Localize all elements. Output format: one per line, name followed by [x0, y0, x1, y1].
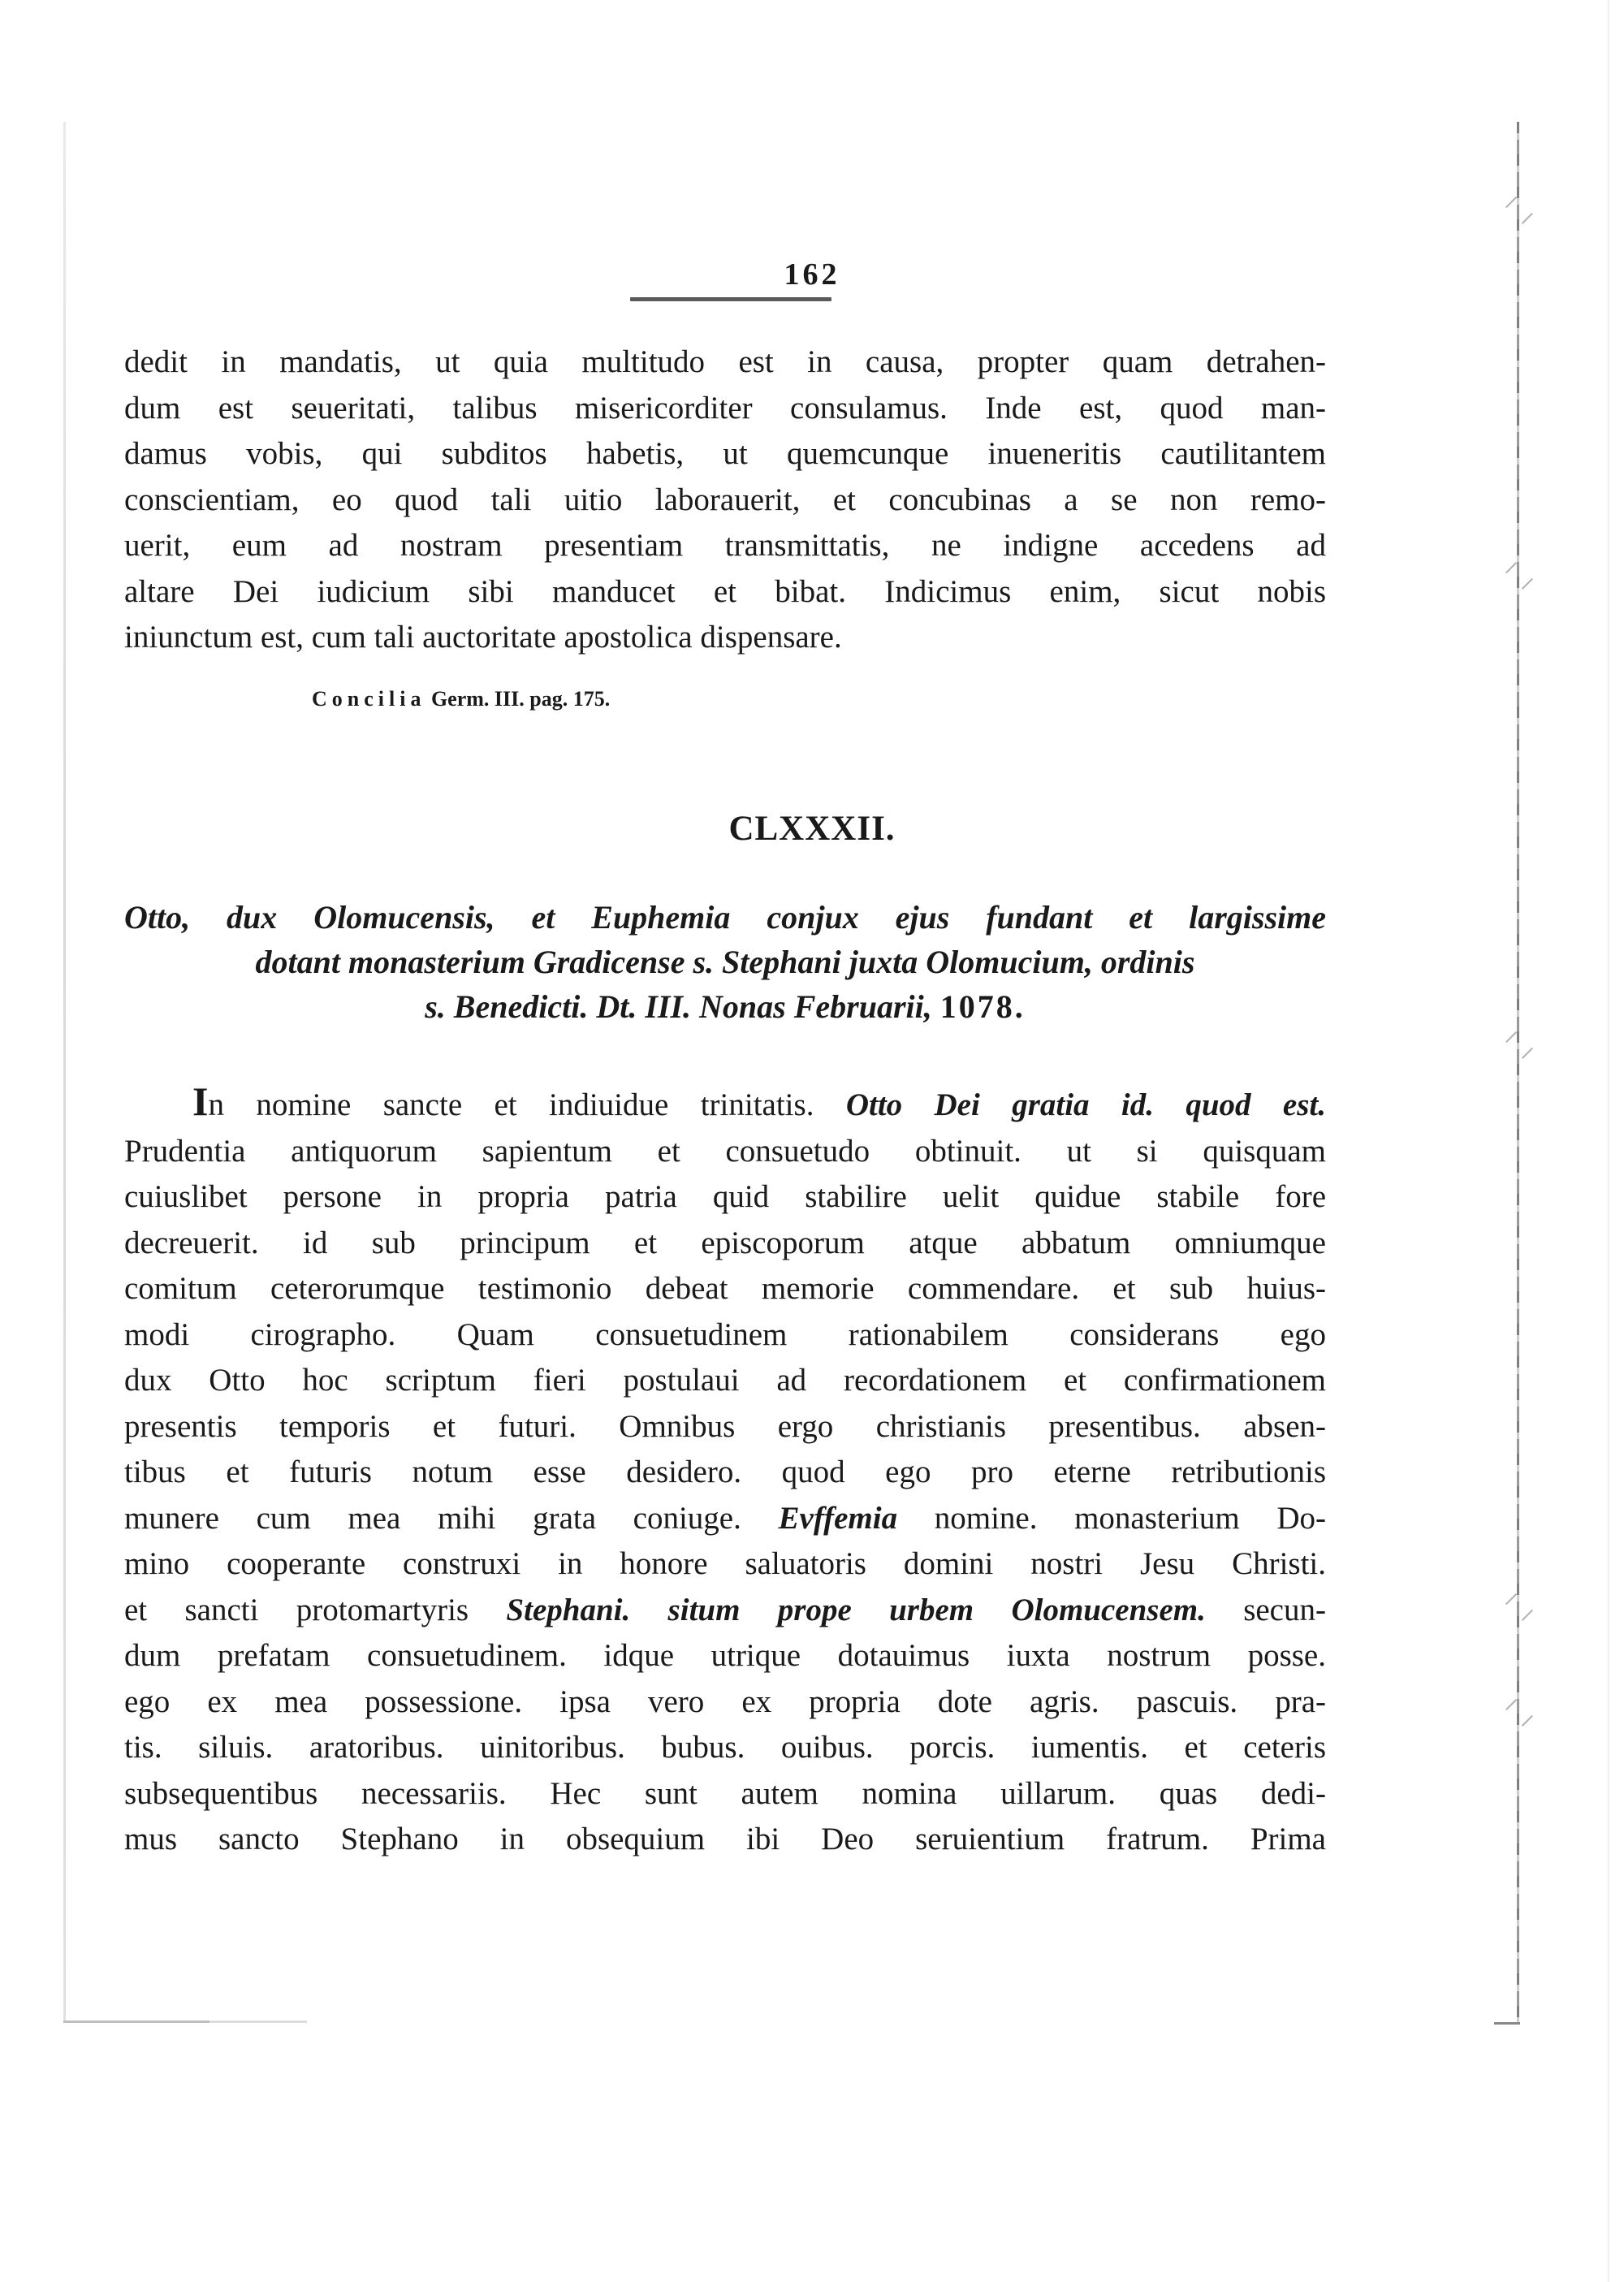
scan-binding-edge	[1517, 122, 1519, 2022]
text-span: munere cum mea mihi grata coniuge.	[124, 1500, 779, 1536]
binding-mark	[1505, 1593, 1533, 1621]
page-number-rule	[630, 297, 831, 301]
text-line: modi cirographo. Quam consuetudinem rationabilem considerans ego	[124, 1316, 1326, 1352]
citation-source: Concilia	[312, 687, 426, 711]
binding-mark	[1505, 1031, 1533, 1059]
text-line: comitum ceterorumque testimonio debeat memorie commendare. et sub huius-	[124, 1271, 1326, 1306]
text-line: subsequentibus necessariis. Hec sunt autem nomina uillarum. quas dedi-	[124, 1775, 1326, 1811]
text-span: secun-	[1205, 1592, 1326, 1627]
text-line: ego ex mea possessione. ipsa vero ex propria dote agris. pascuis. pra-	[124, 1683, 1326, 1719]
italic-span: Otto Dei gratia id. quod est.	[845, 1087, 1327, 1122]
binding-mark	[1505, 1699, 1533, 1727]
heading-line: dotant monasterium Gradicense s. Stephani juxta Olomucium, ordinis	[255, 944, 1195, 980]
document-number: CLXXXII.	[728, 810, 896, 848]
source-citation	[312, 687, 610, 711]
heading-date: s. Benedicti. Dt. III. Nonas Februarii,	[425, 988, 932, 1025]
text-line: uerit, eum ad nostram presentiam transmittatis, ne indigne accedens ad	[124, 528, 1326, 563]
heading-year: 1078.	[939, 988, 1026, 1025]
citation-reference: Germ. III. pag. 175.	[430, 687, 611, 711]
text-line: iniunctum est, cum tali auctoritate apostolica dispensare.	[124, 620, 842, 655]
text-line: decreuerit. id sub principum et episcoporum atque abbatum omniumque	[124, 1225, 1326, 1260]
text-line: altare Dei iudicium sibi manducet et bibat. Indicimus enim, sicut nobis	[124, 573, 1326, 609]
text-span: nomine. monasterium Do-	[897, 1500, 1327, 1536]
text-line: conscientiam, eo quod tali uitio laborauerit, et concubinas a se non remo-	[124, 482, 1326, 517]
binding-mark	[1505, 562, 1533, 590]
italic-span: Evffemia	[778, 1500, 898, 1536]
scan-paper-edge	[1608, 0, 1609, 2282]
text-span: n nomine sancte et indiuidue trinitatis.	[208, 1087, 846, 1122]
text-line: presentis temporis et futuri. Omnibus ergo christianis presentibus. absen-	[124, 1408, 1326, 1444]
initial-letter: I	[192, 1078, 209, 1124]
text-line: dum prefatam consuetudinem. idque utrique dotauimus iuxta nostrum posse.	[124, 1638, 1326, 1673]
text-line: dux Otto hoc scriptum fieri postulaui ad recordationem et confirmationem	[124, 1363, 1326, 1398]
text-line: Prudentia antiquorum sapientum et consuetudo obtinuit. ut si quisquam	[124, 1133, 1326, 1169]
document-heading	[124, 895, 1326, 1029]
text-line: dedit in mandatis, ut quia multitudo est in causa, propter quam detrahen-	[124, 344, 1326, 379]
text-line: tibus et futuris notum esse desidero. quod ego pro eterne retributionis	[124, 1454, 1326, 1489]
heading-line	[124, 984, 1326, 1029]
heading-line: Otto, dux Olomucensis, et Euphemia conjux ejus fundant et largissime	[124, 899, 1326, 936]
text-line	[124, 1496, 1326, 1542]
scan-left-edge	[63, 122, 66, 2022]
text-line: tis. siluis. aratoribus. uinitoribus. bubus. ouibus. porcis. iumentis. et ceteris	[124, 1730, 1326, 1765]
text-line: damus vobis, qui subditos habetis, ut quemcunque inueneritis cautilitantem	[124, 436, 1326, 471]
text-line: mino cooperante construxi in honore saluatoris domini nostri Jesu Christi.	[124, 1546, 1326, 1581]
text-line	[124, 1078, 1326, 1129]
scan-bottom-edge	[63, 2021, 209, 2023]
text-line: cuiuslibet persone in propria patria quid stabilire uelit quidue stabile fore	[124, 1179, 1326, 1214]
text-line: dum est seueritati, talibus misericorditer consulamus. Inde est, quod man-	[124, 390, 1326, 426]
text-line: mus sancto Stephano in obsequium ibi Deo seruientium fratrum. Prima	[124, 1822, 1326, 1856]
scan-bottom-edge-faint	[209, 2021, 307, 2023]
document-body	[124, 1078, 1326, 1863]
page-number: 162	[784, 257, 840, 292]
text-span: et sancti protomartyris	[124, 1592, 507, 1627]
italic-span: Stephani. situm prope urbem Olomucensem.	[506, 1592, 1206, 1627]
scan-corner	[1494, 2006, 1520, 2025]
binding-mark	[1505, 197, 1533, 224]
previous-document-text	[124, 339, 1326, 661]
text-line	[124, 1588, 1326, 1634]
